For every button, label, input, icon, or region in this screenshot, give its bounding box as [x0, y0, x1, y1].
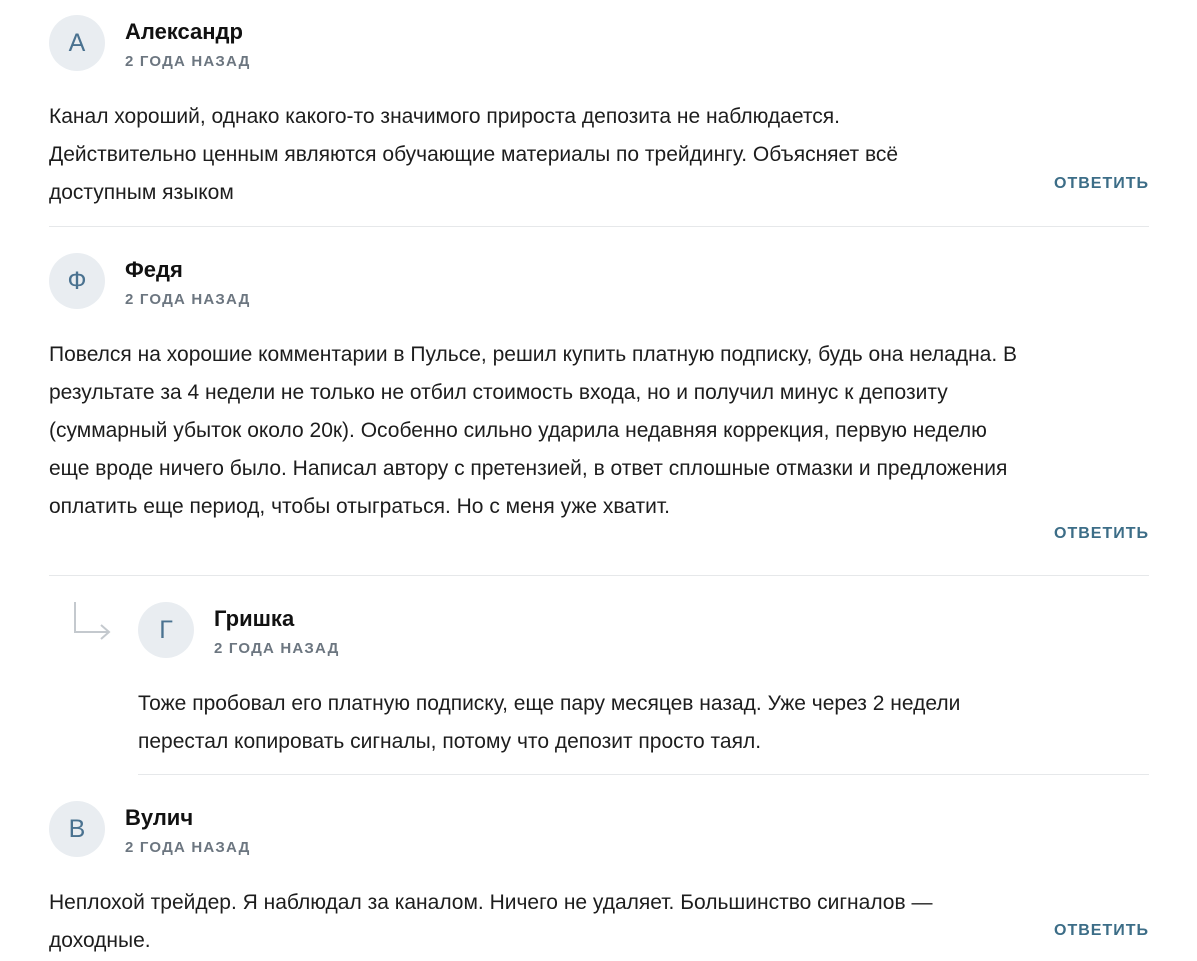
comment-text: Неплохой трейдер. Я наблюдал за каналом. Ничего не удаляет. Большинство сигналов — доходные. [49, 891, 933, 952]
comment-item [49, 227, 1149, 576]
comment-date: 2 ГОДА НАЗАД [125, 53, 251, 70]
author-name: Гришка [214, 606, 295, 631]
avatar: В [49, 801, 105, 857]
comment-header [49, 15, 1149, 71]
comment-meta [125, 253, 251, 309]
reply-arrow-icon [72, 600, 112, 640]
author-name: Александр [125, 19, 243, 44]
comment-item [49, 775, 1149, 961]
author-name: Вулич [125, 805, 194, 830]
reply-button[interactable]: ОТВЕТИТЬ [1054, 525, 1149, 542]
author-name: Федя [125, 257, 183, 282]
comment-header [49, 253, 1149, 309]
comment-date: 2 ГОДА НАЗАД [125, 839, 251, 856]
comment-meta [125, 801, 251, 857]
comment-date: 2 ГОДА НАЗАД [125, 291, 251, 308]
comment-text: Повелся на хорошие комментарии в Пульсе, решил купить платную подписку, будь она неладна. В результате за 4 недели не только не отбил стоимость входа, но и получил минус к депозиту (суммарный убыток около 20к). Особенно сильно ударила недавняя коррекция, первую неделю еще вроде ничего было. Написал автору с претензией, в ответ сплошные отмазки и предложения оплатить еще период, чтобы отыграться. Но с меня уже хватит. [49, 343, 1018, 518]
reply-button[interactable]: ОТВЕТИТЬ [1054, 175, 1149, 192]
comment-header [138, 602, 1149, 658]
comment-date: 2 ГОДА НАЗАД [214, 640, 340, 657]
avatar: А [49, 15, 105, 71]
comments-list [49, 0, 1149, 961]
comment-meta [214, 602, 340, 658]
comment-item [49, 15, 1149, 227]
reply-comment-item [138, 576, 1149, 775]
avatar: Г [138, 602, 194, 658]
comment-text: Тоже пробовал его платную подписку, еще пару месяцев назад. Уже через 2 недели перестал копировать сигналы, потому что депозит просто таял. [138, 692, 961, 753]
reply-button[interactable]: ОТВЕТИТЬ [1054, 922, 1149, 939]
comment-meta [125, 15, 251, 71]
comment-header [49, 801, 1149, 857]
avatar: Ф [49, 253, 105, 309]
comment-text: Канал хороший, однако какого-то значимого прироста депозита не наблюдается. Действительно ценным являются обучающие материалы по трейдингу. Объясняет всё доступным языком [49, 105, 899, 204]
